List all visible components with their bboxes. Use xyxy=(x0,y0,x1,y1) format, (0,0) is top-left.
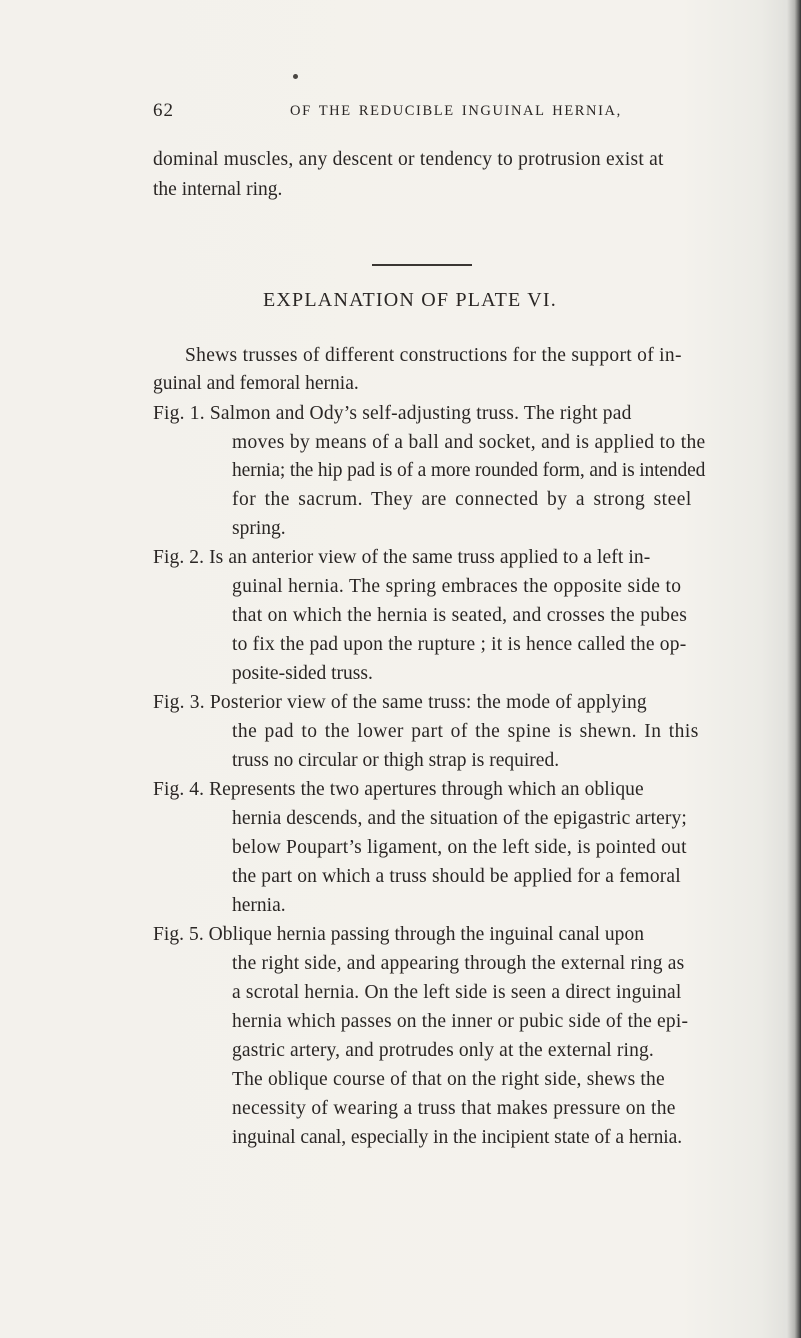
lead-line: Shews trusses of different constructions for the support of in- xyxy=(185,345,682,366)
figure-1-line: for the sacrum. They are connected by a strong steel xyxy=(232,489,692,510)
section-rule xyxy=(372,264,472,266)
figure-5-line: Fig. 5. Oblique hernia passing through the inguinal canal upon xyxy=(153,924,645,945)
figure-4-line: Fig. 4. Represents the two apertures through which an oblique xyxy=(153,779,644,800)
figure-4-line: hernia descends, and the situation of the epigastric artery; xyxy=(232,808,687,829)
figure-5-line: The oblique course of that on the right side, shews the xyxy=(232,1069,665,1090)
lead-line: guinal and femoral hernia. xyxy=(153,373,359,394)
figure-2-line: that on which the hernia is seated, and crosses the pubes xyxy=(232,605,688,626)
running-header-title: OF THE REDUCIBLE INGUINAL HERNIA, xyxy=(290,103,622,119)
running-header xyxy=(153,100,673,124)
figure-1-line: hernia; the hip pad is of a more rounded form, and is intended xyxy=(232,460,706,481)
ink-fleck xyxy=(293,74,298,79)
figure-5-line: a scrotal hernia. On the left side is seen a direct inguinal xyxy=(232,982,682,1003)
figure-1-line: Fig. 1. Salmon and Ody’s self-adjusting truss. The right pad xyxy=(153,403,632,424)
figure-5-line: inguinal canal, especially in the incipient state of a hernia. xyxy=(232,1127,683,1148)
figure-5-line: necessity of wearing a truss that makes pressure on the xyxy=(232,1098,676,1119)
intro-line: the internal ring. xyxy=(153,179,283,200)
figure-2-line: to fix the pad upon the rupture ; it is hence called the op- xyxy=(232,634,687,655)
figure-3-line: Fig. 3. Posterior view of the same truss: the mode of applying xyxy=(153,692,647,713)
figure-3-line: the pad to the lower part of the spine is shewn. In this xyxy=(232,721,699,742)
figure-2-line: posite-sided truss. xyxy=(232,663,373,684)
figure-5-line: the right side, and appearing through the external ring as xyxy=(232,953,685,974)
figure-4-line: the part on which a truss should be applied for a femoral xyxy=(232,866,681,887)
figure-4-line: below Poupart’s ligament, on the left side, is pointed out xyxy=(232,837,687,858)
figure-1-line: moves by means of a ball and socket, and is applied to the xyxy=(232,432,706,453)
spine-shadow xyxy=(787,0,801,1338)
section-heading: EXPLANATION OF PLATE VI. xyxy=(263,289,557,311)
figure-3-line: truss no circular or thigh strap is required. xyxy=(232,750,560,771)
page-number: 62 xyxy=(153,100,174,121)
intro-line: dominal muscles, any descent or tendency to protrusion exist at xyxy=(153,149,664,170)
figure-2-line: guinal hernia. The spring embraces the opposite side to xyxy=(232,576,682,597)
figure-1-line: spring. xyxy=(232,518,286,539)
figure-2-line: Fig. 2. Is an anterior view of the same truss applied to a left in- xyxy=(153,547,651,568)
figure-5-line: hernia which passes on the inner or pubic side of the epi- xyxy=(232,1011,689,1032)
figure-4-line: hernia. xyxy=(232,895,286,916)
figure-5-line: gastric artery, and protrudes only at the external ring. xyxy=(232,1040,654,1061)
